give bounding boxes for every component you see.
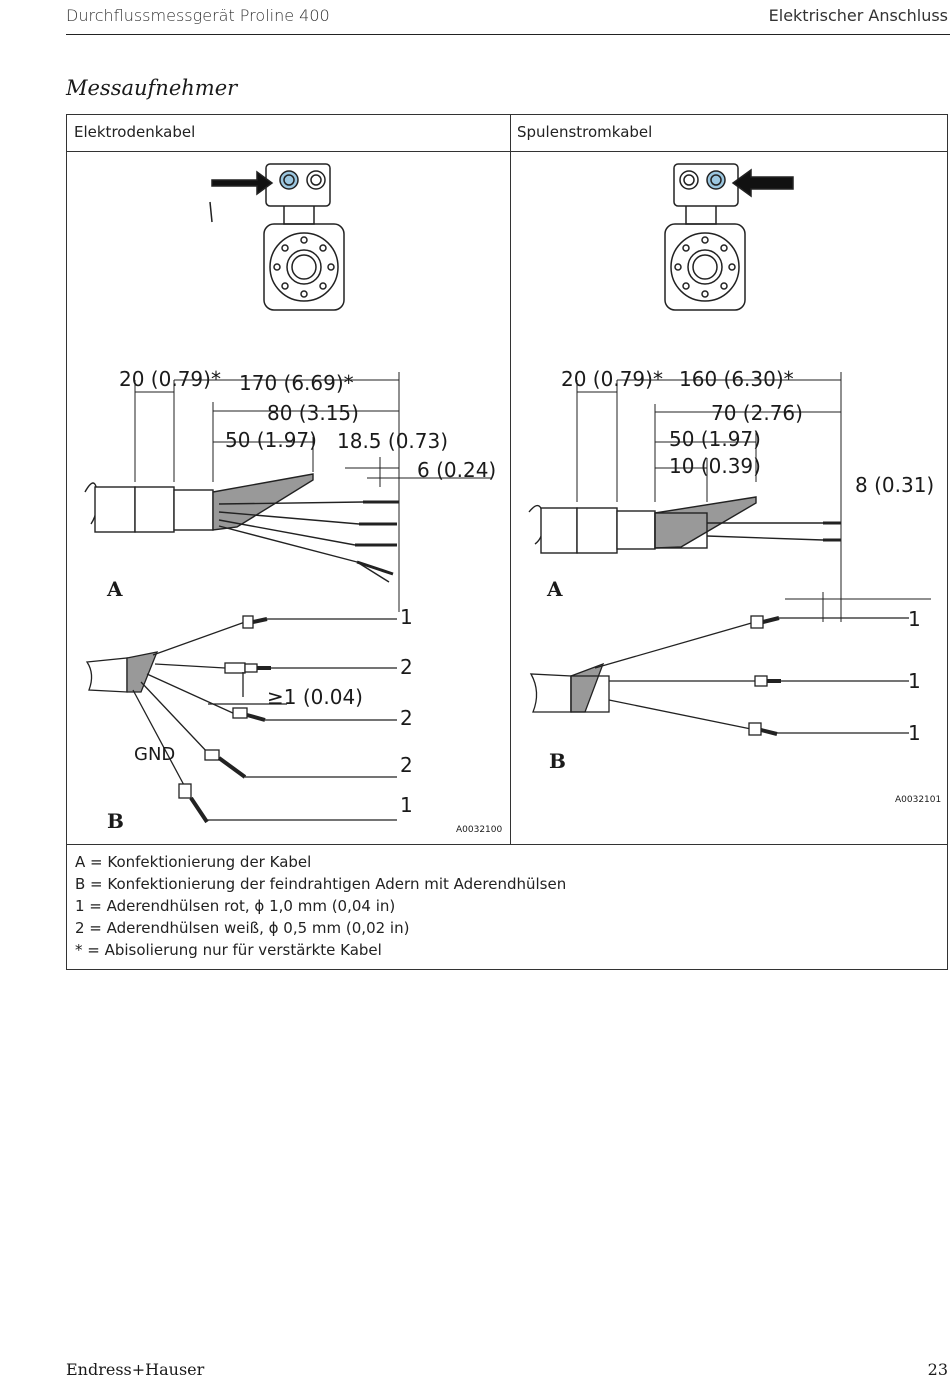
dim-20-left: 20 (0.79)* <box>119 367 221 391</box>
legend-item-a: A = Konfektionierung der Kabel <box>75 853 312 871</box>
cable-a-right <box>529 497 841 553</box>
gnd-label: GND <box>134 744 176 765</box>
callout-right-3: 1 <box>908 721 921 745</box>
legend <box>75 851 566 961</box>
sensor-icon-right <box>665 164 793 310</box>
dim-160: 160 (6.30)* <box>679 367 794 391</box>
dim-20-right: 20 (0.79)* <box>561 367 663 391</box>
legend-item-2: 2 = Aderendhülsen weiß, ϕ 0,5 mm (0,02 in) <box>75 919 410 937</box>
column-header-electrode-cable: Elektrodenkabel <box>74 123 196 141</box>
callout-left-5: 1 <box>400 793 413 817</box>
legend-item-1: 1 = Aderendhülsen rot, ϕ 1,0 mm (0,04 in) <box>75 897 396 915</box>
section-title: Messaufnehmer <box>66 76 238 100</box>
callout-left-2: 2 <box>400 655 413 679</box>
legend-divider <box>67 844 947 845</box>
page-number: 23 <box>927 1360 948 1379</box>
dim-80: 80 (3.15) <box>267 401 359 425</box>
cable-preparation-table <box>66 114 948 970</box>
legend-item-star: * = Abisolierung nur für verstärkte Kabel <box>75 941 382 959</box>
cable-a-left <box>85 474 399 582</box>
figure-id-left: A0032100 <box>456 825 503 835</box>
label-a-left: A <box>107 577 123 601</box>
label-b-left: B <box>107 809 124 833</box>
dim-50-right: 50 (1.97) <box>669 427 761 451</box>
dim-50-left: 50 (1.97) <box>225 428 317 452</box>
dim-10: 10 (0.39) <box>669 454 761 478</box>
header-document-title: Durchflussmessgerät Proline 400 <box>66 6 330 25</box>
dim-18-5: 18.5 (0.73) <box>337 429 449 453</box>
dim-70: 70 (2.76) <box>711 401 803 425</box>
figure-id-right: A0032101 <box>895 795 942 805</box>
dim-ge1: ≥1 (0.04) <box>267 685 363 709</box>
dim-8: 8 (0.31) <box>855 473 935 497</box>
cable-b-left <box>87 616 397 822</box>
callout-left-4: 2 <box>400 753 413 777</box>
callout-left-1: 1 <box>400 605 413 629</box>
cable-b-right <box>531 616 909 735</box>
callout-left-3: 2 <box>400 706 413 730</box>
column-header-coil-cable: Spulenstromkabel <box>517 123 653 141</box>
callout-right-1: 1 <box>908 607 921 631</box>
footer-brand: Endress+Hauser <box>66 1360 205 1379</box>
sensor-icon <box>210 164 344 310</box>
callout-right-2: 1 <box>908 669 921 693</box>
legend-item-b: B = Konfektionierung der feindrahtigen Adern mit Aderendhülsen <box>75 875 567 893</box>
electrode-cable-drawing <box>67 152 510 844</box>
header-rule <box>66 34 950 35</box>
dim-6: 6 (0.24) <box>417 458 497 482</box>
dim-170: 170 (6.69)* <box>239 371 354 395</box>
header-chapter-title: Elektrischer Anschluss <box>768 6 948 25</box>
label-a-right: A <box>547 577 563 601</box>
label-b-right: B <box>549 749 566 773</box>
coil-cable-drawing <box>511 152 949 844</box>
